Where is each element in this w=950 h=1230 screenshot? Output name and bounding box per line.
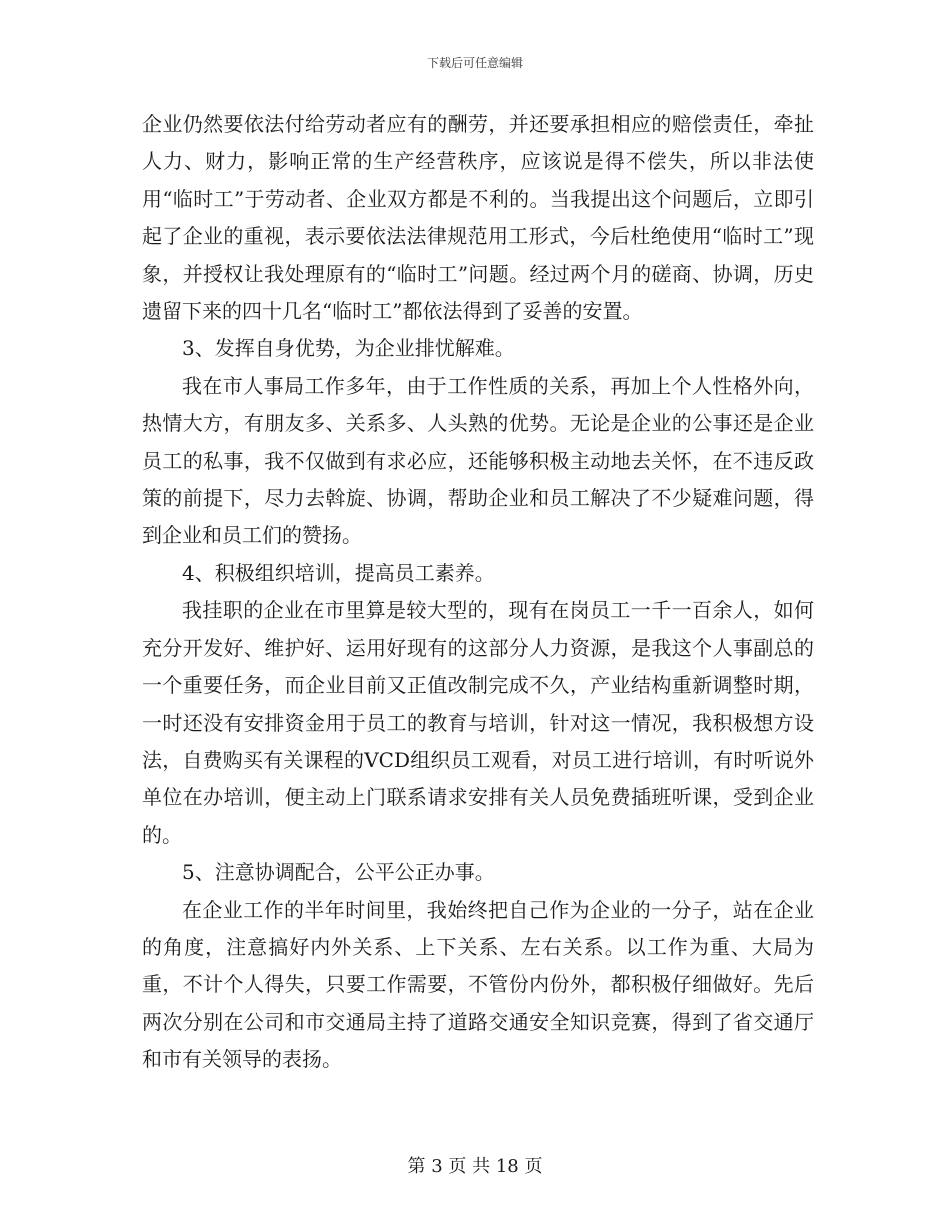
paragraph: 我在市人事局工作多年，由于工作性质的关系，再加上个人性格外向，热情大方，有朋友多、关系多、人头熟的优势。无论是企业的公事还是企业员工的私事，我不仅做到有求必应，还能够积极主动地去关怀，在不违反政策的前提下，尽力去斡旋、协调，帮助企业和员工解决了不少疑难问题，得到企业和员工们的赞扬。 xyxy=(142,373,814,548)
paragraph: 在企业工作的半年时间里，我始终把自己作为企业的一分子，站在企业的角度，注意搞好内外关系、上下关系、左右关系。以工作为重、大局为重，不计个人得失，只要工作需要，不管份内份外，都积极仔细做好。先后两次分别在公司和市交通局主持了道路交通安全知识竞赛，得到了省交通厅和市有关领导的表扬。 xyxy=(142,897,814,1072)
paragraph-continuation: 企业仍然要依法付给劳动者应有的酬劳，并还要承担相应的赔偿责任，牵扯人力、财力，影响正常的生产经营秩序，应该说是得不偿失，所以非法使用“临时工”于劳动者、企业双方都是不利的。当我提出这个问题后，立即引起了企业的重视，表示要依法法律规范用工形式，今后杜绝使用“临时工”现象，并授权让我处理原有的“临时工”问题。经过两个月的磋商、协调，历史遗留下来的四十几名“临时工”都依法得到了妥善的安置。 xyxy=(142,112,814,324)
document-body xyxy=(142,106,814,1079)
page-header: 下载后可任意编辑 xyxy=(426,56,523,70)
section-heading-4: 4、积极组织培训，提高员工素养。 xyxy=(182,560,495,585)
section-heading-3: 3、发挥自身优势，为企业排忧解难。 xyxy=(182,336,515,361)
paragraph: 我挂职的企业在市里算是较大型的，现有在岗员工一千一百余人，如何充分开发好、维护好、运用好现有的这部分人力资源，是我这个人事副总的一个重要任务，而企业目前又正值改制完成不久，产业结构重新调整时期，一时还没有安排资金用于员工的教育与培训，针对这一情况，我积极想方设法，自费购买有关课程的VCD组织员工观看，对员工进行培训，有时听说外单位在办培训，便主动上门联系请求安排有关人员免费插班听课，受到企业的。 xyxy=(142,598,814,847)
section-heading-5: 5、注意协调配合，公平公正办事。 xyxy=(182,860,495,885)
page-number-footer: 第 3 页 共 18 页 xyxy=(407,1156,543,1177)
